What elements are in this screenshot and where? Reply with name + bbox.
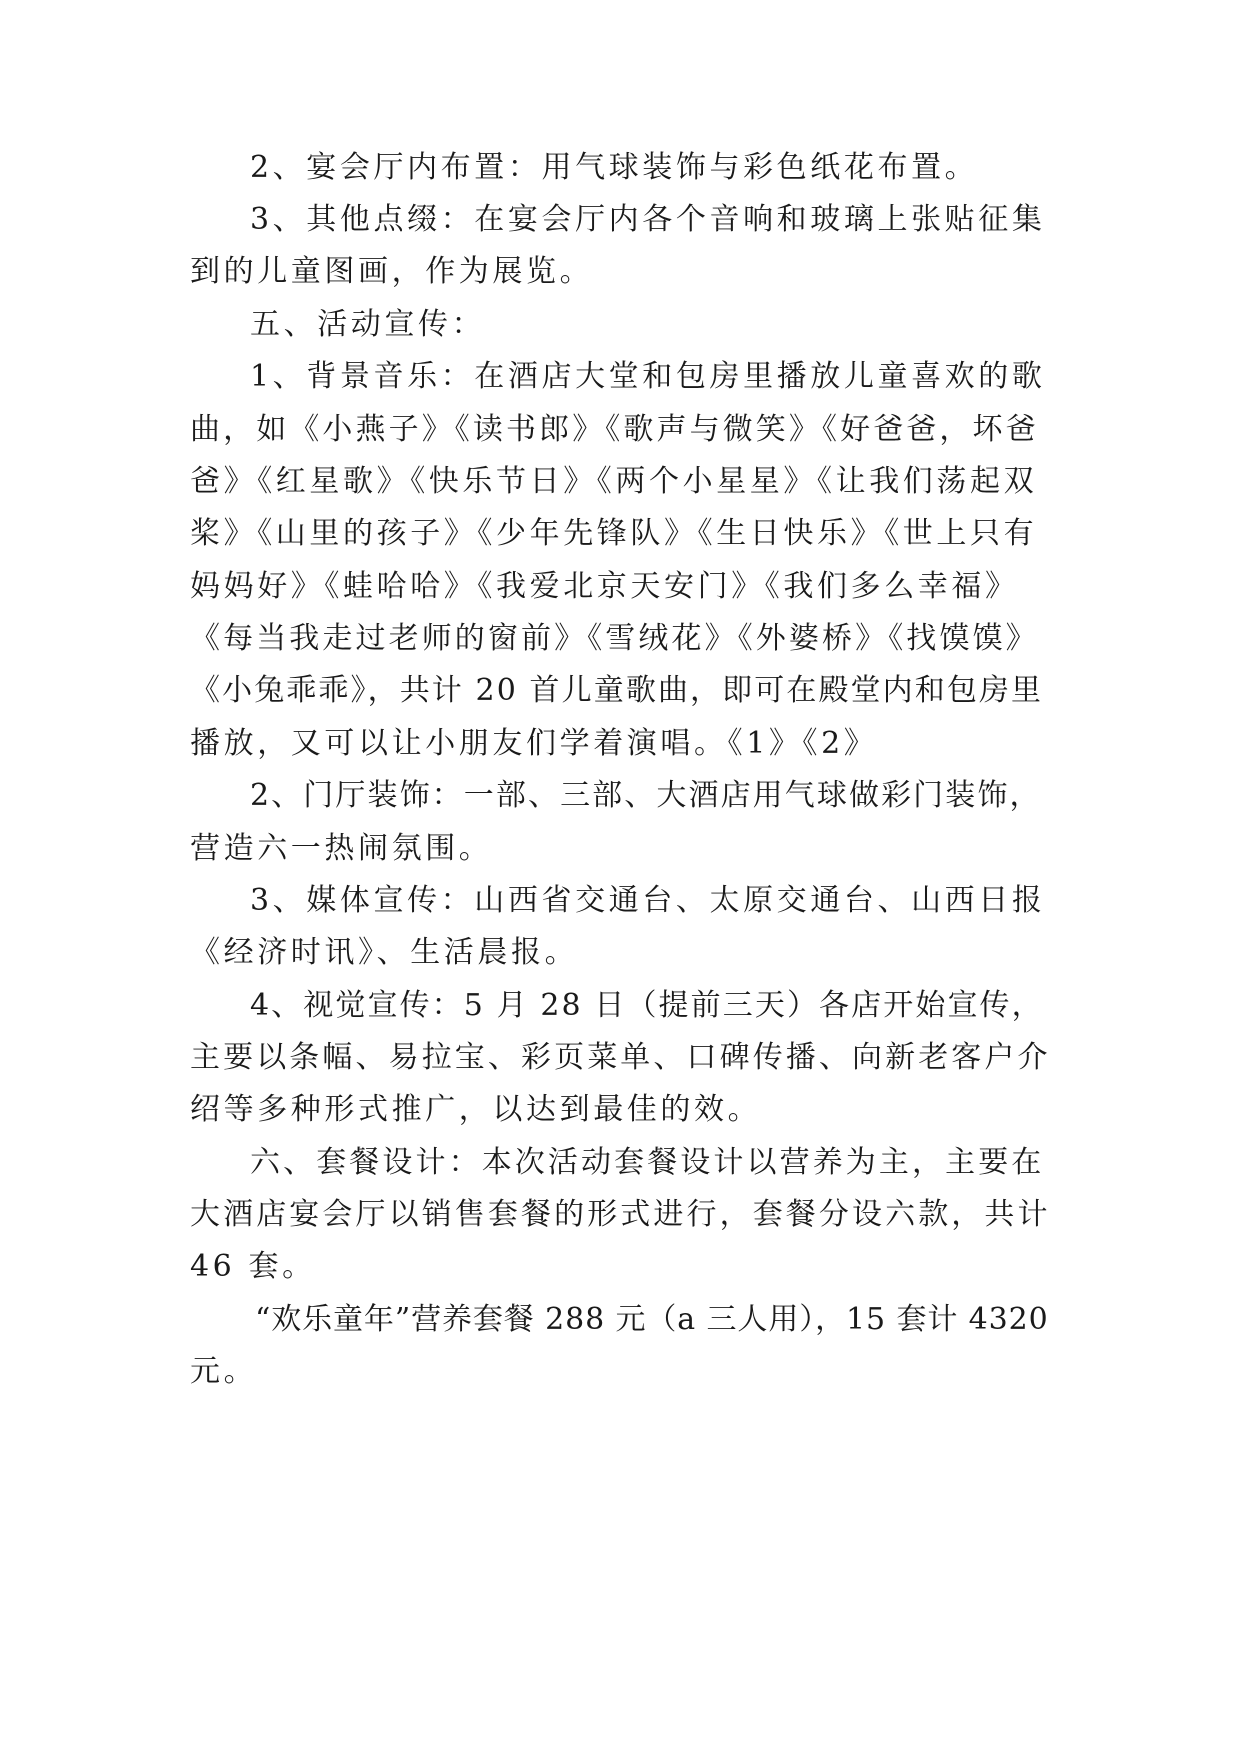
paragraph-line: 46 套。 bbox=[190, 1249, 316, 1284]
paragraph-line: 2、门厅装饰：一部、三部、大酒店用气球做彩门装饰， bbox=[250, 778, 1042, 813]
paragraph-line: 爸》《红星歌》《快乐节日》《两个小星星》《让我们荡起双 bbox=[190, 464, 1038, 499]
paragraph-line: 《每当我走过老师的窗前》《雪绒花》《外婆桥》《找馍馍》 bbox=[190, 621, 1039, 656]
paragraph-line: 3、其他点缀：在宴会厅内各个音响和玻璃上张贴征集 bbox=[250, 202, 1046, 237]
paragraph-line: 主要以条幅、易拉宝、彩页菜单、口碑传播、向新老客户介 bbox=[190, 1040, 1051, 1075]
paragraph-line: 2、宴会厅内布置：用气球装饰与彩色纸花布置。 bbox=[250, 150, 979, 185]
paragraph-line: 桨》《山里的孩子》《少年先锋队》《生日快乐》《世上只有 bbox=[190, 516, 1038, 551]
paragraph-line: 元。 bbox=[190, 1354, 258, 1389]
section-heading: 六、套餐设计：本次活动套餐设计以营养为主，主要在 bbox=[250, 1145, 1045, 1180]
paragraph-line: 《经济时讯》、生活晨报。 bbox=[190, 935, 579, 970]
section-heading: 五、活动宣传： bbox=[250, 307, 486, 342]
paragraph-line: 1、背景音乐：在酒店大堂和包房里播放儿童喜欢的歌 bbox=[250, 359, 1046, 394]
paragraph-line: 曲，如《小燕子》《读书郎》《歌声与微笑》《好爸爸，坏爸 bbox=[190, 412, 1039, 447]
paragraph-line: 《小兔乖乖》，共计 20 首儿童歌曲，即可在殿堂内和包房里 bbox=[190, 673, 1044, 708]
paragraph-line: 妈妈好》《蛙哈哈》《我爱北京天安门》《我们多么幸福》 bbox=[190, 569, 1019, 604]
paragraph-line: 播放，又可以让小朋友们学着演唱。《1》《2》 bbox=[190, 726, 878, 761]
paragraph-line: “欢乐童年”营养套餐 288 元（a 三人用），15 套计 4320 bbox=[255, 1302, 1049, 1337]
paragraph-line: 到的儿童图画，作为展览。 bbox=[190, 254, 594, 289]
paragraph-line: 3、媒体宣传：山西省交通台、太原交通台、山西日报 bbox=[250, 883, 1046, 918]
paragraph-line: 大酒店宴会厅以销售套餐的形式进行，套餐分设六款，共计 bbox=[190, 1197, 1051, 1232]
paragraph-line: 4、视觉宣传：5 月 28 日（提前三天）各店开始宣传， bbox=[250, 988, 1044, 1023]
paragraph-line: 绍等多种形式推广，以达到最佳的效。 bbox=[190, 1092, 762, 1127]
paragraph-line: 营造六一热闹氛围。 bbox=[190, 831, 493, 866]
